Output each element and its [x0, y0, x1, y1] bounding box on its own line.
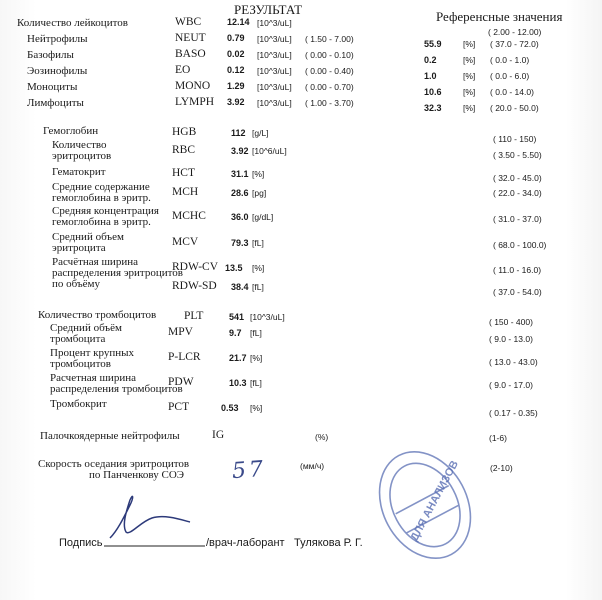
platelet-row-value: 0.53 — [221, 403, 239, 413]
platelet-row-name-line: Средний объём — [50, 322, 122, 334]
rbc-row-code: HGB — [172, 126, 197, 138]
platelet-row-value: 9.7 — [229, 328, 242, 338]
wbc-row-name: Базофилы — [27, 49, 74, 61]
rbc-row-ref: ( 110 - 150) — [493, 134, 537, 144]
wbc-row-unit: [10^3/uL] — [257, 50, 292, 60]
wbc-row-range: ( 1.00 - 3.70) — [305, 98, 354, 108]
platelet-row-name-line: тромбоцита — [50, 333, 106, 345]
esr-handwritten-value: 57 — [231, 456, 267, 485]
rbc-row-code: MCV — [172, 236, 199, 248]
wbc-row-name: Лимфоциты — [27, 97, 84, 109]
wbc-row-value: 1.29 — [227, 81, 245, 91]
wbc-row-code: BASO — [175, 48, 206, 60]
rbc-row-value: 3.92 — [231, 146, 249, 156]
rbc-row-ref: ( 37.0 - 54.0) — [493, 287, 542, 297]
rbc-row-name-line: распределения эритроцитов — [52, 267, 184, 279]
rbc-row-name-line: эритроцита — [52, 242, 106, 254]
rbc-row-code: RDW-CV — [172, 261, 218, 273]
rbc-row-value: 31.1 — [231, 169, 249, 179]
wbc-row-name: Моноциты — [27, 81, 78, 93]
wbc-row-code: MONO — [175, 80, 211, 92]
stamp-text: ДЛЯ АНАЛИЗОВ — [408, 458, 461, 544]
esr-ref: (2-10) — [490, 463, 513, 473]
rbc-row-name-line: гемоглобина в эритр. — [52, 192, 151, 204]
platelet-row-value: 21.7 — [229, 353, 247, 363]
band-neutrophils-unit: (%) — [315, 432, 329, 442]
rbc-row-name-line: Количество — [52, 139, 107, 151]
wbc-row-ref: ( 0.0 - 1.0) — [490, 55, 530, 65]
rbc-row-name-line: Гемоглобин — [43, 125, 99, 137]
signature-role: /врач-лаборант — [206, 537, 285, 549]
platelet-row-unit: [%] — [250, 403, 263, 413]
rbc-row-value: 112 — [231, 128, 246, 138]
wbc-row-percent-unit: [%] — [463, 71, 476, 81]
rbc-row-code: MCH — [172, 186, 199, 198]
platelet-row-value: 541 — [229, 312, 245, 322]
wbc-row-ref: ( 0.0 - 6.0) — [490, 71, 530, 81]
platelet-row-name-line: Количество тромбоцитов — [38, 309, 157, 321]
rbc-row-unit: [fL] — [252, 282, 264, 292]
wbc-row-unit: [10^3/uL] — [257, 82, 292, 92]
platelet-row-value: 10.3 — [229, 378, 247, 388]
rbc-row-code: RBC — [172, 144, 196, 156]
wbc-row-range: ( 1.50 - 7.00) — [305, 34, 354, 44]
esr-label-line1: Скорость оседания эритроцитов — [38, 458, 190, 470]
platelet-row-unit: [10^3/uL] — [250, 312, 285, 322]
rbc-row-value: 36.0 — [231, 212, 249, 222]
wbc-row-ref: ( 37.0 - 72.0) — [490, 39, 539, 49]
platelet-row-ref: ( 13.0 - 43.0) — [489, 357, 538, 367]
rbc-row-value: 13.5 — [225, 263, 243, 273]
rbc-row-unit: [g/dL] — [252, 212, 274, 222]
rbc-row-name-line: по объёму — [52, 278, 100, 290]
platelet-row-code: P-LCR — [168, 351, 201, 363]
rbc-row-ref: ( 3.50 - 5.50) — [493, 150, 542, 160]
rbc-row-ref: ( 68.0 - 100.0) — [493, 240, 547, 250]
rbc-row-unit: [%] — [252, 169, 265, 179]
platelet-row-name-line: Расчетная ширина — [50, 372, 136, 384]
platelet-row-code: MPV — [168, 326, 193, 338]
rbc-row-name-line: эритроцитов — [52, 150, 112, 162]
rbc-row-ref: ( 11.0 - 16.0) — [493, 265, 542, 275]
rbc-row-ref: ( 22.0 - 34.0) — [493, 188, 542, 198]
rbc-row-value: 28.6 — [231, 188, 249, 198]
wbc-row-percent: 10.6 — [424, 87, 442, 97]
platelet-row-code: PDW — [168, 376, 194, 388]
rbc-row-unit: [g/L] — [252, 128, 269, 138]
rbc-row-name-line: Средняя концентрация — [52, 205, 159, 217]
wbc-row-percent-unit: [%] — [463, 55, 476, 65]
result-title: РЕЗУЛЬТАТ — [234, 2, 303, 17]
wbc-row-unit: [10^3/uL] — [257, 66, 292, 76]
wbc-row-percent-unit: [%] — [463, 87, 476, 97]
wbc-row-value: 0.79 — [227, 33, 245, 43]
rbc-row-name-line: Расчётная ширина — [52, 256, 138, 268]
platelet-row-ref: ( 9.0 - 17.0) — [489, 380, 533, 390]
platelet-row-unit: [%] — [250, 353, 263, 363]
rbc-row-ref: ( 32.0 - 45.0) — [493, 173, 542, 183]
wbc-row-value: 3.92 — [227, 97, 245, 107]
wbc-row-value: 0.12 — [227, 65, 245, 75]
rbc-row-name-line: гемоглобина в эритр. — [52, 216, 151, 228]
wbc-row-percent-unit: [%] — [463, 39, 476, 49]
wbc-row-percent: 32.3 — [424, 103, 442, 113]
wbc-row-code: LYMPH — [175, 96, 215, 108]
wbc-row-percent: 1.0 — [424, 71, 437, 81]
wbc-row-code: NEUT — [175, 32, 206, 44]
signature-label: Подпись — [59, 537, 103, 549]
platelet-row-ref: ( 9.0 - 13.0) — [489, 334, 533, 344]
wbc-row-ref: ( 0.0 - 14.0) — [490, 87, 534, 97]
wbc-row-range: ( 0.00 - 0.40) — [305, 66, 354, 76]
rbc-row-ref: ( 31.0 - 37.0) — [493, 214, 542, 224]
platelet-row-unit: [fL] — [250, 328, 262, 338]
platelet-row-code: PLT — [184, 310, 204, 322]
wbc-row-unit: [10^3/uL] — [257, 34, 292, 44]
wbc-row-name: Эозинофилы — [27, 65, 88, 77]
platelet-row-name-line: Процент крупных — [50, 347, 135, 359]
wbc-row-percent-unit: [%] — [463, 103, 476, 113]
band-neutrophils-code: IG — [212, 429, 225, 441]
signature-person: Тулякова Р. Г. — [294, 537, 363, 549]
wbc-row-value: 12.14 — [227, 17, 250, 27]
platelet-row-name-line: распределения тромбоцитов — [50, 383, 183, 395]
band-neutrophils-label: Палочкоядерные нейтрофилы — [40, 430, 180, 442]
wbc-row-code: WBC — [175, 16, 202, 28]
platelet-row-ref: ( 150 - 400) — [489, 317, 533, 327]
platelet-row-name-line: тромбоцитов — [50, 358, 111, 370]
wbc-row-ref: ( 2.00 - 12.00) — [488, 27, 542, 37]
rbc-row-unit: [pg] — [252, 188, 267, 198]
wbc-row-unit: [10^3/uL] — [257, 98, 292, 108]
rbc-row-value: 38.4 — [231, 282, 249, 292]
wbc-row-code: EO — [175, 64, 191, 76]
wbc-row-range: ( 0.00 - 0.70) — [305, 82, 354, 92]
wbc-row-name: Количество лейкоцитов — [17, 17, 128, 29]
rbc-row-name-line: Средние содержание — [52, 181, 150, 193]
reference-title: Референсные значения — [436, 9, 563, 24]
wbc-row-percent: 0.2 — [424, 55, 437, 65]
wbc-row-value: 0.02 — [227, 49, 245, 59]
platelet-row-ref: ( 0.17 - 0.35) — [489, 408, 538, 418]
band-neutrophils-ref: (1-6) — [489, 433, 507, 443]
rbc-row-name-line: Гематокрит — [52, 166, 106, 178]
platelet-row-name-line: Тромбокрит — [50, 398, 107, 410]
platelet-row-unit: [fL] — [250, 378, 262, 388]
wbc-row-range: ( 0.00 - 0.10) — [305, 50, 354, 60]
rbc-row-unit: [10^6/uL] — [252, 146, 287, 156]
wbc-row-name: Нейтрофилы — [27, 33, 88, 45]
rbc-row-code: RDW-SD — [172, 280, 217, 292]
rbc-row-code: HCT — [172, 167, 195, 179]
esr-label-line2: по Панченкову СОЭ — [89, 469, 185, 481]
rbc-row-name-line: Средний объем — [52, 231, 124, 243]
rbc-row-unit: [%] — [252, 263, 265, 273]
wbc-row-percent: 55.9 — [424, 39, 442, 49]
esr-unit: (мм/ч) — [300, 461, 325, 471]
platelet-row-code: PCT — [168, 401, 190, 413]
rbc-row-value: 79.3 — [231, 238, 249, 248]
rbc-row-unit: [fL] — [252, 238, 264, 248]
wbc-row-ref: ( 20.0 - 50.0) — [490, 103, 539, 113]
wbc-row-unit: [10^3/uL] — [257, 18, 292, 28]
rbc-row-code: MCHC — [172, 210, 206, 222]
